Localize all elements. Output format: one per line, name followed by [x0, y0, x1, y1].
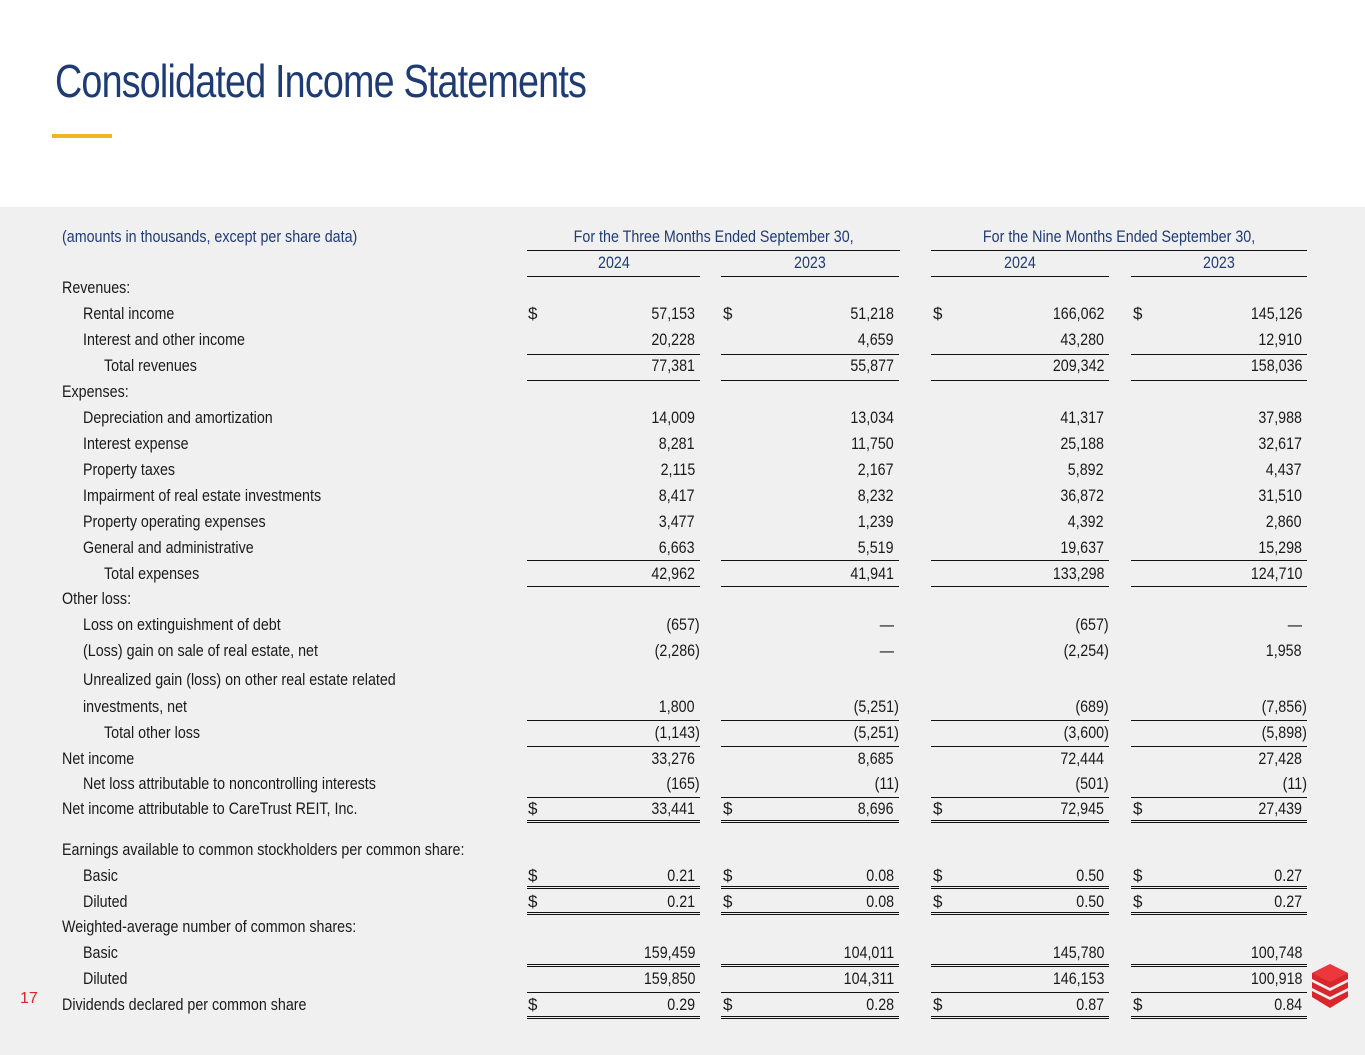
year-header-rule [527, 276, 700, 277]
total-rule [721, 560, 899, 561]
currency-symbol: $ [933, 866, 943, 885]
currency-symbol: $ [723, 304, 733, 323]
total-rule [931, 560, 1109, 561]
table-cell: 0.50 [1076, 866, 1104, 885]
table-cell: 1,800 [659, 697, 695, 716]
year-header-2024: 2024 [1004, 253, 1036, 272]
total-rule [527, 797, 700, 798]
table-cell: 43,280 [1060, 330, 1104, 349]
currency-symbol: $ [723, 995, 733, 1014]
caretrust-logo-icon [1310, 962, 1350, 1010]
table-cell: 41,941 [850, 564, 894, 583]
row-label-net-income-attributable-to-caretrust-reit-inc: Net income attributable to CareTrust REIT, Inc. [62, 799, 358, 818]
table-cell: — [1287, 615, 1302, 634]
total-rule [527, 992, 700, 993]
total-rule [931, 720, 1109, 721]
table-cell: 77,381 [651, 356, 695, 375]
grand-total-rule [527, 886, 700, 889]
table-cell: 0.28 [866, 995, 894, 1014]
table-cell: 15,298 [1258, 538, 1302, 557]
currency-symbol: $ [528, 995, 538, 1014]
table-cell: 27,428 [1258, 749, 1302, 768]
grand-total-rule [1131, 820, 1307, 823]
table-cell: 8,417 [659, 486, 695, 505]
currency-symbol: $ [528, 799, 538, 818]
table-cell: (2,254) [1063, 641, 1109, 660]
table-cell: 2,860 [1266, 512, 1302, 531]
table-cell: (5,898) [1261, 723, 1307, 742]
total-rule [931, 380, 1109, 381]
units-note: (amounts in thousands, except per share data) [62, 227, 358, 246]
total-rule [1131, 992, 1307, 993]
table-cell: 0.50 [1076, 892, 1104, 911]
grand-total-rule [527, 820, 700, 823]
table-cell: 5,892 [1068, 460, 1104, 479]
page-number: 17 [20, 990, 38, 1007]
table-cell: 5,519 [858, 538, 894, 557]
grand-total-rule [931, 820, 1109, 823]
table-cell: 158,036 [1250, 356, 1302, 375]
grand-total-rule [931, 912, 1109, 915]
row-label-general-and-administrative: General and administrative [83, 538, 254, 557]
table-cell: (689) [1075, 697, 1109, 716]
currency-symbol: $ [1133, 799, 1143, 818]
table-cell: 36,872 [1060, 486, 1104, 505]
table-cell: (2,286) [654, 641, 700, 660]
total-rule [527, 746, 700, 747]
currency-symbol: $ [528, 304, 538, 323]
table-cell: 8,232 [858, 486, 894, 505]
table-cell: (657) [1075, 615, 1109, 634]
year-header-2023: 2023 [1203, 253, 1235, 272]
table-cell: 4,659 [858, 330, 894, 349]
grand-total-rule [721, 1016, 899, 1019]
total-rule [1131, 797, 1307, 798]
table-cell: 55,877 [850, 356, 894, 375]
total-rule [1131, 380, 1307, 381]
row-label-impairment-of-real-estate-investments: Impairment of real estate investments [83, 486, 322, 505]
row-label-total-revenues: Total revenues [104, 356, 197, 375]
table-cell: 159,459 [643, 943, 695, 962]
currency-symbol: $ [933, 892, 943, 911]
total-rule [721, 797, 899, 798]
table-cell: 100,748 [1250, 943, 1302, 962]
currency-symbol: $ [528, 892, 538, 911]
total-rule [1131, 560, 1307, 561]
row-label-total-other-loss: Total other loss [104, 723, 201, 742]
currency-symbol: $ [933, 799, 943, 818]
total-rule [527, 354, 700, 355]
grand-total-rule [721, 964, 899, 967]
table-cell: 33,276 [651, 749, 695, 768]
table-cell: (7,856) [1261, 697, 1307, 716]
total-rule [721, 380, 899, 381]
row-label-property-operating-expenses: Property operating expenses [83, 512, 266, 531]
row-label-total-expenses: Total expenses [104, 564, 200, 583]
table-cell: (3,600) [1063, 723, 1109, 742]
currency-symbol: $ [528, 866, 538, 885]
currency-symbol: $ [723, 892, 733, 911]
total-rule [931, 797, 1109, 798]
grand-total-rule [931, 886, 1109, 889]
table-cell: 33,441 [651, 799, 695, 818]
table-cell: 133,298 [1052, 564, 1104, 583]
row-label-weighted-average-number-of-common-shares: Weighted-average number of common shares: [62, 917, 357, 936]
total-rule [721, 992, 899, 993]
table-cell: (11) [1282, 774, 1307, 793]
table-cell: — [879, 641, 894, 660]
row-label-loss-gain-on-sale-of-real-estate-net: (Loss) gain on sale of real estate, net [83, 641, 318, 660]
period-header-three-months: For the Three Months Ended September 30, [573, 227, 854, 246]
row-label-loss-on-extinguishment-of-debt: Loss on extinguishment of debt [83, 615, 281, 634]
table-cell: 159,850 [643, 969, 695, 988]
table-cell: 8,685 [858, 749, 894, 768]
table-cell: 100,918 [1250, 969, 1302, 988]
year-header-rule [931, 276, 1109, 277]
table-cell: 0.08 [866, 866, 894, 885]
table-cell: 32,617 [1258, 434, 1302, 453]
year-header-2023: 2023 [794, 253, 826, 272]
row-label-revenues: Revenues: [62, 278, 131, 297]
table-cell: (165) [666, 774, 700, 793]
currency-symbol: $ [1133, 304, 1143, 323]
table-cell: 20,228 [651, 330, 695, 349]
title-accent-bar [52, 134, 112, 138]
table-cell: 12,910 [1258, 330, 1302, 349]
table-cell: 25,188 [1060, 434, 1104, 453]
table-cell: 41,317 [1060, 408, 1104, 427]
table-cell: 11,750 [851, 434, 894, 453]
row-label-earnings-available-to-common-stockholders-per-common-share: Earnings available to common stockholders per common share: [62, 840, 465, 859]
table-cell: 0.87 [1076, 995, 1104, 1014]
row-label-unrealized-gain-loss-on-other-real-estate-related: Unrealized gain (loss) on other real estate related [83, 670, 396, 689]
table-cell: 42,962 [651, 564, 695, 583]
total-rule [527, 560, 700, 561]
grand-total-rule [931, 964, 1109, 967]
table-cell: 27,439 [1258, 799, 1302, 818]
total-rule [931, 586, 1109, 587]
total-rule [721, 746, 899, 747]
grand-total-rule [527, 912, 700, 915]
table-cell: 146,153 [1052, 969, 1104, 988]
table-cell: 104,311 [843, 969, 894, 988]
table-cell: (501) [1075, 774, 1109, 793]
table-cell: 6,663 [659, 538, 695, 557]
table-cell: 31,510 [1258, 486, 1302, 505]
table-cell: (1,143) [654, 723, 700, 742]
currency-symbol: $ [1133, 892, 1143, 911]
grand-total-rule [527, 964, 700, 967]
row-label-other-loss: Other loss: [62, 589, 132, 608]
row-label-net-income: Net income [62, 749, 135, 768]
table-cell: 2,167 [858, 460, 894, 479]
total-rule [721, 354, 899, 355]
total-rule [721, 586, 899, 587]
table-cell: 8,281 [659, 434, 695, 453]
grand-total-rule [527, 1016, 700, 1019]
table-cell: 0.84 [1274, 995, 1302, 1014]
row-label-diluted: Diluted [83, 969, 128, 988]
row-label-basic: Basic [83, 943, 118, 962]
table-cell: 145,780 [1052, 943, 1104, 962]
table-cell: 4,392 [1068, 512, 1104, 531]
currency-symbol: $ [723, 799, 733, 818]
currency-symbol: $ [723, 866, 733, 885]
table-cell: 0.21 [667, 892, 695, 911]
row-label-interest-and-other-income: Interest and other income [83, 330, 245, 349]
grand-total-rule [1131, 886, 1307, 889]
currency-symbol: $ [933, 995, 943, 1014]
table-cell: (11) [874, 774, 899, 793]
total-rule [527, 380, 700, 381]
total-rule [1131, 354, 1307, 355]
currency-symbol: $ [933, 304, 943, 323]
row-label-investments-net: investments, net [83, 697, 187, 716]
table-cell: 13,034 [850, 408, 894, 427]
currency-symbol: $ [1133, 995, 1143, 1014]
total-rule [931, 746, 1109, 747]
table-cell: 104,011 [843, 943, 894, 962]
row-label-interest-expense: Interest expense [83, 434, 189, 453]
table-cell: 37,988 [1258, 408, 1302, 427]
year-header-rule [1131, 276, 1307, 277]
table-cell: 0.27 [1274, 866, 1302, 885]
table-cell: 0.21 [667, 866, 695, 885]
table-cell: 1,239 [858, 512, 894, 531]
total-rule [1131, 586, 1307, 587]
table-cell: 0.08 [866, 892, 894, 911]
row-label-diluted: Diluted [83, 892, 128, 911]
grand-total-rule [721, 912, 899, 915]
total-rule [931, 992, 1109, 993]
table-cell: 14,009 [651, 408, 695, 427]
table-cell: 72,945 [1060, 799, 1104, 818]
table-cell: 72,444 [1060, 749, 1104, 768]
table-cell: 1,958 [1266, 641, 1302, 660]
table-cell: 124,710 [1250, 564, 1302, 583]
table-cell: 209,342 [1052, 356, 1104, 375]
table-cell: 8,696 [858, 799, 894, 818]
year-header-rule [721, 276, 899, 277]
table-cell: — [879, 615, 894, 634]
period-header-nine-months: For the Nine Months Ended September 30, [982, 227, 1256, 246]
year-header-2024: 2024 [597, 253, 630, 272]
total-rule [1131, 746, 1307, 747]
row-label-dividends-declared-per-common-share: Dividends declared per common share [62, 995, 307, 1014]
currency-symbol: $ [1133, 866, 1143, 885]
table-cell: 51,218 [850, 304, 894, 323]
table-cell: 2,115 [660, 460, 695, 479]
total-rule [1131, 720, 1307, 721]
table-cell: 4,437 [1266, 460, 1302, 479]
row-label-expenses: Expenses: [62, 382, 129, 401]
grand-total-rule [1131, 912, 1307, 915]
row-label-property-taxes: Property taxes [83, 460, 176, 479]
grand-total-rule [931, 1016, 1109, 1019]
table-cell: 0.27 [1274, 892, 1302, 911]
table-cell: 0.29 [667, 995, 695, 1014]
table-cell: (657) [666, 615, 700, 634]
grand-total-rule [721, 820, 899, 823]
total-rule [527, 720, 700, 721]
row-label-depreciation-and-amortization: Depreciation and amortization [83, 408, 273, 427]
table-cell: (5,251) [853, 723, 899, 742]
row-label-rental-income: Rental income [83, 304, 175, 323]
table-cell: 145,126 [1250, 304, 1302, 323]
grand-total-rule [1131, 1016, 1307, 1019]
total-rule [721, 720, 899, 721]
total-rule [527, 586, 700, 587]
table-cell: (5,251) [853, 697, 899, 716]
table-cell: 57,153 [651, 304, 695, 323]
grand-total-rule [721, 886, 899, 889]
table-cell: 3,477 [659, 512, 695, 531]
row-label-net-loss-attributable-to-noncontrolling-interests: Net loss attributable to noncontrolling interests [83, 774, 376, 793]
table-cell: 19,637 [1060, 538, 1104, 557]
total-rule [931, 354, 1109, 355]
table-cell: 166,062 [1052, 304, 1104, 323]
page-title: Consolidated Income Statements [55, 55, 587, 107]
row-label-basic: Basic [83, 866, 118, 885]
grand-total-rule [1131, 964, 1307, 967]
